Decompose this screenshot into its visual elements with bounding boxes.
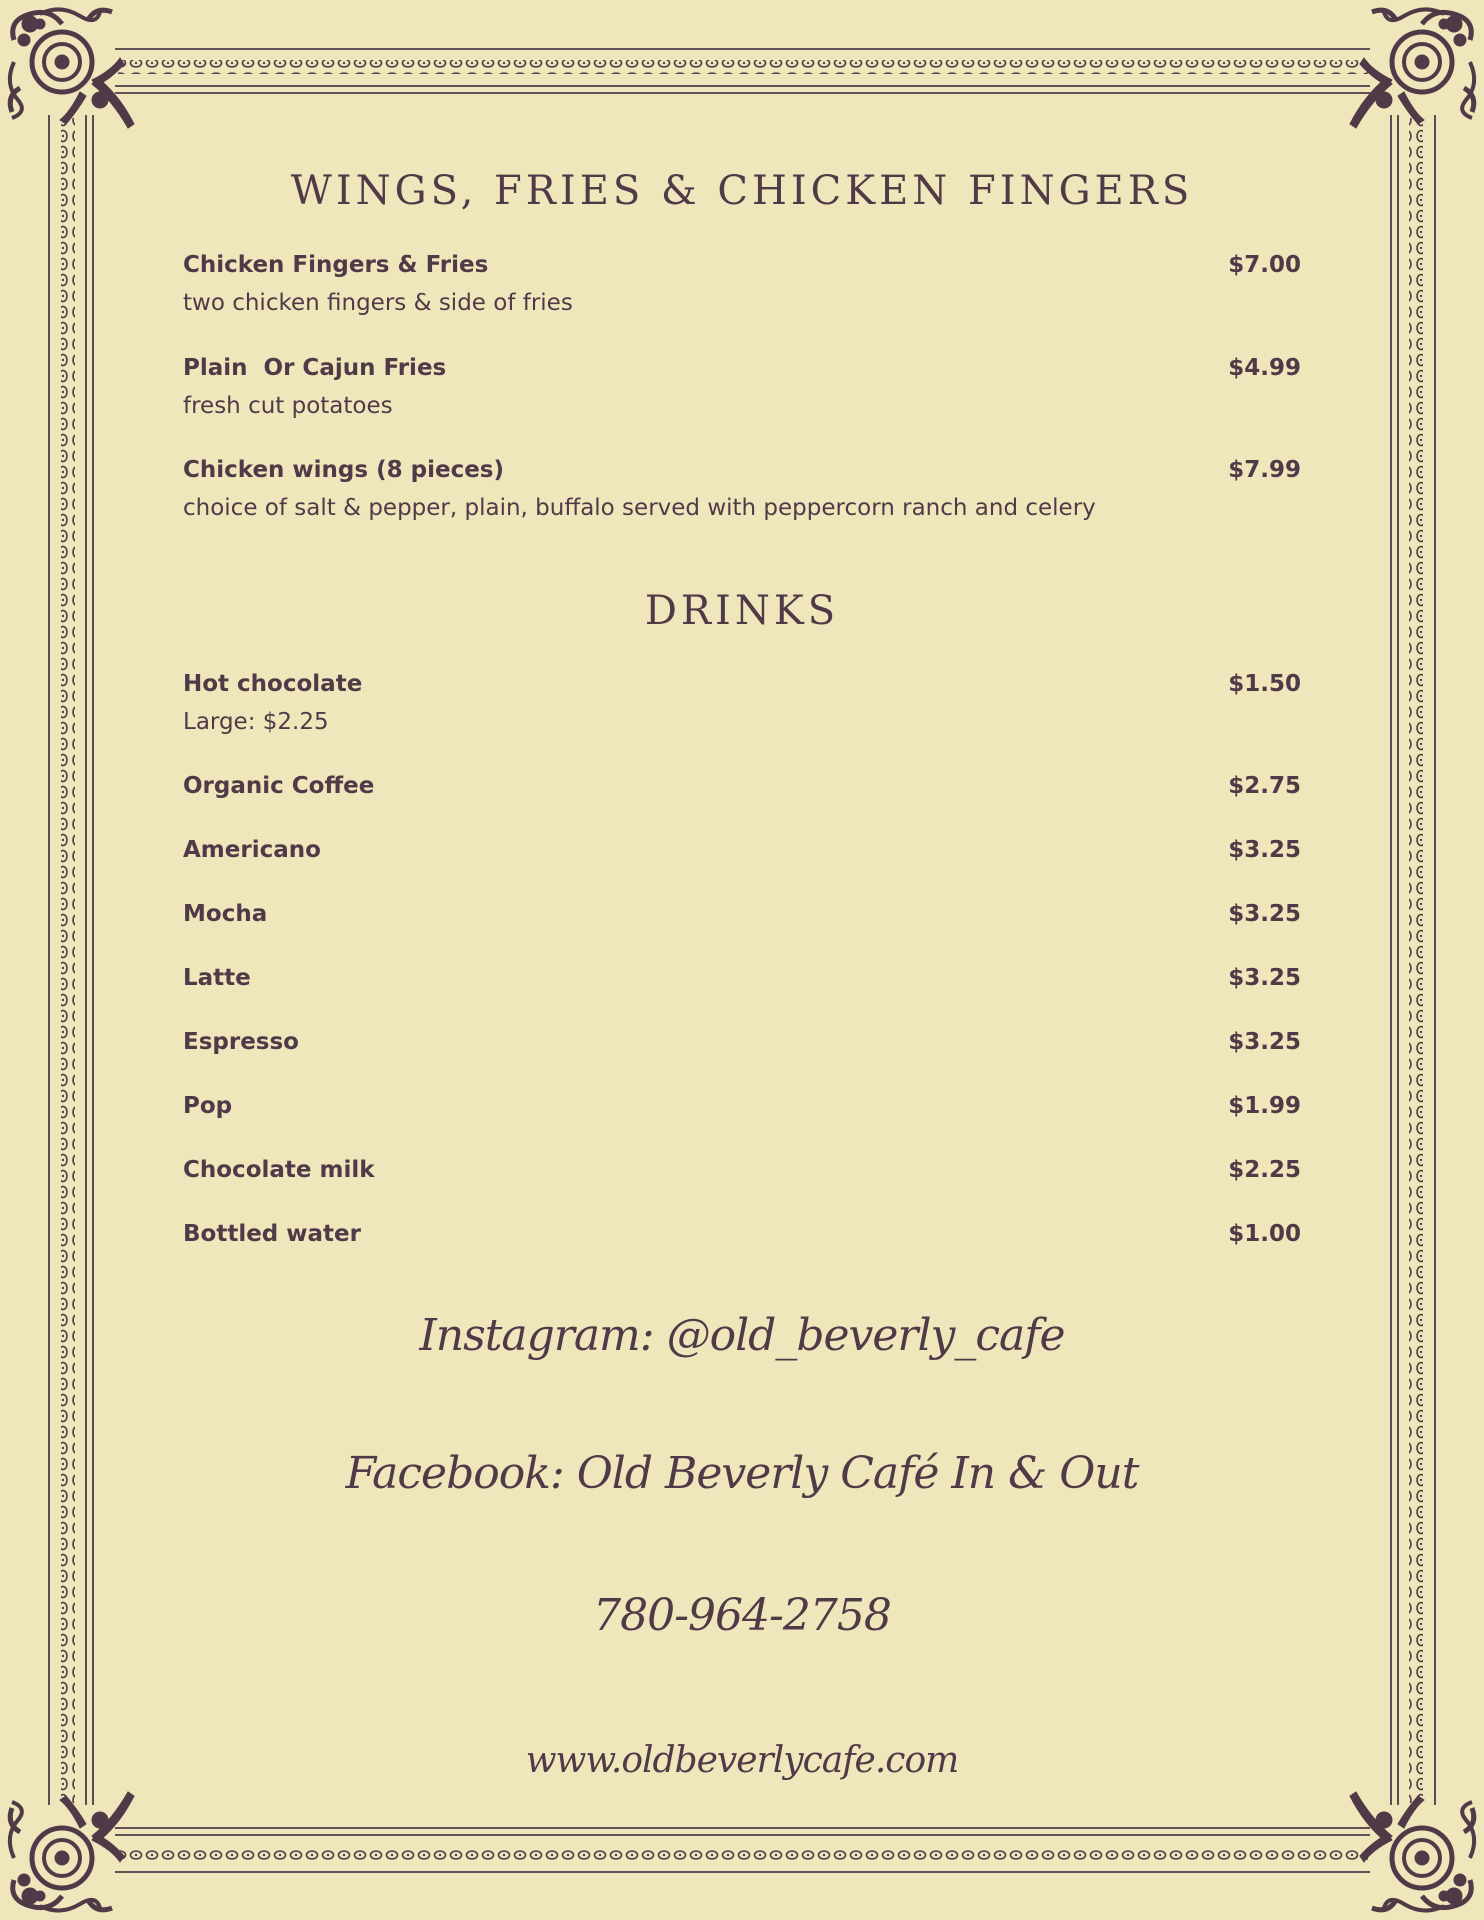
item-description: Large: $2.25 (183, 709, 329, 735)
instagram-handle: Instagram: @old_beverly_cafe (419, 1310, 1065, 1361)
item-name: Organic Coffee (183, 773, 375, 799)
item-name: Americano (183, 837, 321, 863)
item-description: fresh cut potatoes (183, 393, 393, 419)
section-heading-drinks: DRINKS (644, 588, 840, 634)
flourish-corner-icon (10, 9, 134, 128)
menu-item (183, 965, 1301, 991)
item-price: $2.25 (1228, 1157, 1301, 1183)
menu-item (183, 901, 1301, 927)
section-heading-wings: WINGS, FRIES & CHICKEN FINGERS (290, 168, 1194, 214)
menu-item (183, 1221, 1301, 1247)
item-price: $3.25 (1228, 901, 1301, 927)
item-name: Bottled water (183, 1221, 361, 1247)
item-name: Chicken wings (8 pieces) (183, 457, 505, 483)
item-description: two chicken fingers & side of fries (183, 290, 573, 316)
item-name: Latte (183, 965, 251, 991)
facebook-page: Facebook: Old Beverly Café In & Out (345, 1448, 1139, 1499)
phone-number: 780-964-2758 (593, 1590, 891, 1641)
item-name: Chocolate milk (183, 1157, 375, 1183)
menu-item (183, 773, 1301, 799)
menu-item (183, 1157, 1301, 1183)
item-name: Mocha (183, 901, 268, 927)
item-price: $7.00 (1228, 252, 1301, 278)
item-name: Plain Or Cajun Fries (183, 355, 447, 381)
website-link[interactable]: www.oldbeverlycafe.com (525, 1740, 959, 1781)
item-price: $2.75 (1228, 773, 1301, 799)
item-name: Chicken Fingers & Fries (183, 252, 489, 278)
item-name: Espresso (183, 1029, 299, 1055)
item-price: $3.25 (1228, 1029, 1301, 1055)
menu-item (183, 355, 1301, 419)
menu-item (183, 1093, 1301, 1119)
item-price: $4.99 (1228, 355, 1301, 381)
menu-item (183, 837, 1301, 863)
item-price: $1.50 (1228, 671, 1301, 697)
item-price: $3.25 (1228, 837, 1301, 863)
item-name: Pop (183, 1093, 233, 1119)
item-description: choice of salt & pepper, plain, buffalo served with peppercorn ranch and celery (183, 495, 1096, 521)
item-price: $1.99 (1228, 1093, 1301, 1119)
menu-item (183, 1029, 1301, 1055)
item-price: $7.99 (1228, 457, 1301, 483)
menu-item (183, 252, 1301, 316)
menu-item (183, 671, 1301, 735)
item-price: $1.00 (1228, 1221, 1301, 1247)
menu-item (183, 457, 1301, 521)
item-name: Hot chocolate (183, 671, 363, 697)
item-price: $3.25 (1228, 965, 1301, 991)
